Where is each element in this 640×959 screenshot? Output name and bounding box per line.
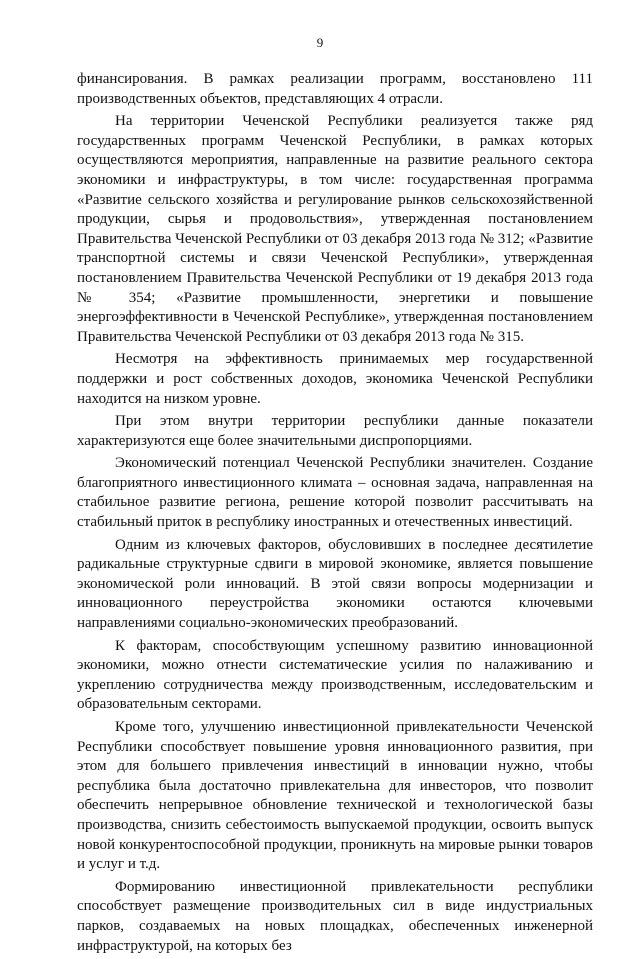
paragraph: Экономический потенциал Чеченской Республики значителен. Создание благоприятного инвестиционного климата – основная задача, направленная на стабильное развитие региона, решение которой позволит рассчитывать на стабильный приток в республику иностранных и отечественных инвестиций. xyxy=(77,455,593,531)
paragraph: К факторам, способствующим успешному развитию инновационной экономики, можно отнести систематические усилия по налаживанию и укреплению сотрудничества между производственным, исследовательским и образовательным секторами. xyxy=(77,637,593,713)
paragraph: Кроме того, улучшению инвестиционной привлекательности Чеченской Республики способствует повышение уровня инновационного развития, при этом для большего привлечения инвестиций в инновации нужно, чтобы республика была достаточно привлекательна для инвесторов, что позволит обеспечить непрерывное обновление технической и технологической базы производства, снизить себестоимость выпускаемой продукции, освоить выпуск новой конкурентоспособной продукции, проникнуть на мировые рынки товаров и услуг и т.д. xyxy=(77,719,593,873)
paragraph: При этом внутри территории республики данные показатели характеризуются еще более значительными диспропорциями. xyxy=(77,413,593,449)
body-text xyxy=(77,70,593,959)
paragraph: На территории Чеченской Республики реализуется также ряд государственных программ Чеченской Республики, в рамках которых осуществляются мероприятия, направленные на развитие реального сектора экономики и инфраструктуры, в том числе: государственная программа «Развитие сельского хозяйства и регулирование рынков сельскохозяйственной продукции, сырья и продовольствия», утвержденная постановлением Правительства Чеченской Республики от 03 декабря 2013 года № 312; «Развитие транспортной системы и связи Чеченской Республики», утвержденная постановлением Правительства Чеченской Республики от 19 декабря 2013 года № 354; «Развитие промышленности, энергетики и повышение энергоэффективности в Чеченской Республике», утвержденная постановлением Правительства Чеченской Республики от 03 декабря 2013 года № 315. xyxy=(77,113,593,345)
paragraph: Формированию инвестиционной привлекательности республики способствует размещение производительных сил в виде индустриальных парков, создаваемых на новых площадках, обеспеченных инженерной инфраструктурой, на которых без xyxy=(77,878,593,954)
paragraph: финансирования. В рамках реализации программ, восстановлено 111 производственных объектов, представляющих 4 отрасли. xyxy=(77,71,593,107)
paragraph: Одним из ключевых факторов, обусловивших в последнее десятилетие радикальные структурные сдвиги в мировой экономике, является повышение экономической роли инноваций. В этой связи вопросы модернизации и инновационного переустройства экономики остаются ключевыми направлениями социально-экономических преобразований. xyxy=(77,536,593,632)
page-number: 9 xyxy=(316,35,324,50)
paragraph: Несмотря на эффективность принимаемых мер государственной поддержки и рост собственных доходов, экономика Чеченской Республики находится на низком уровне. xyxy=(77,351,593,407)
